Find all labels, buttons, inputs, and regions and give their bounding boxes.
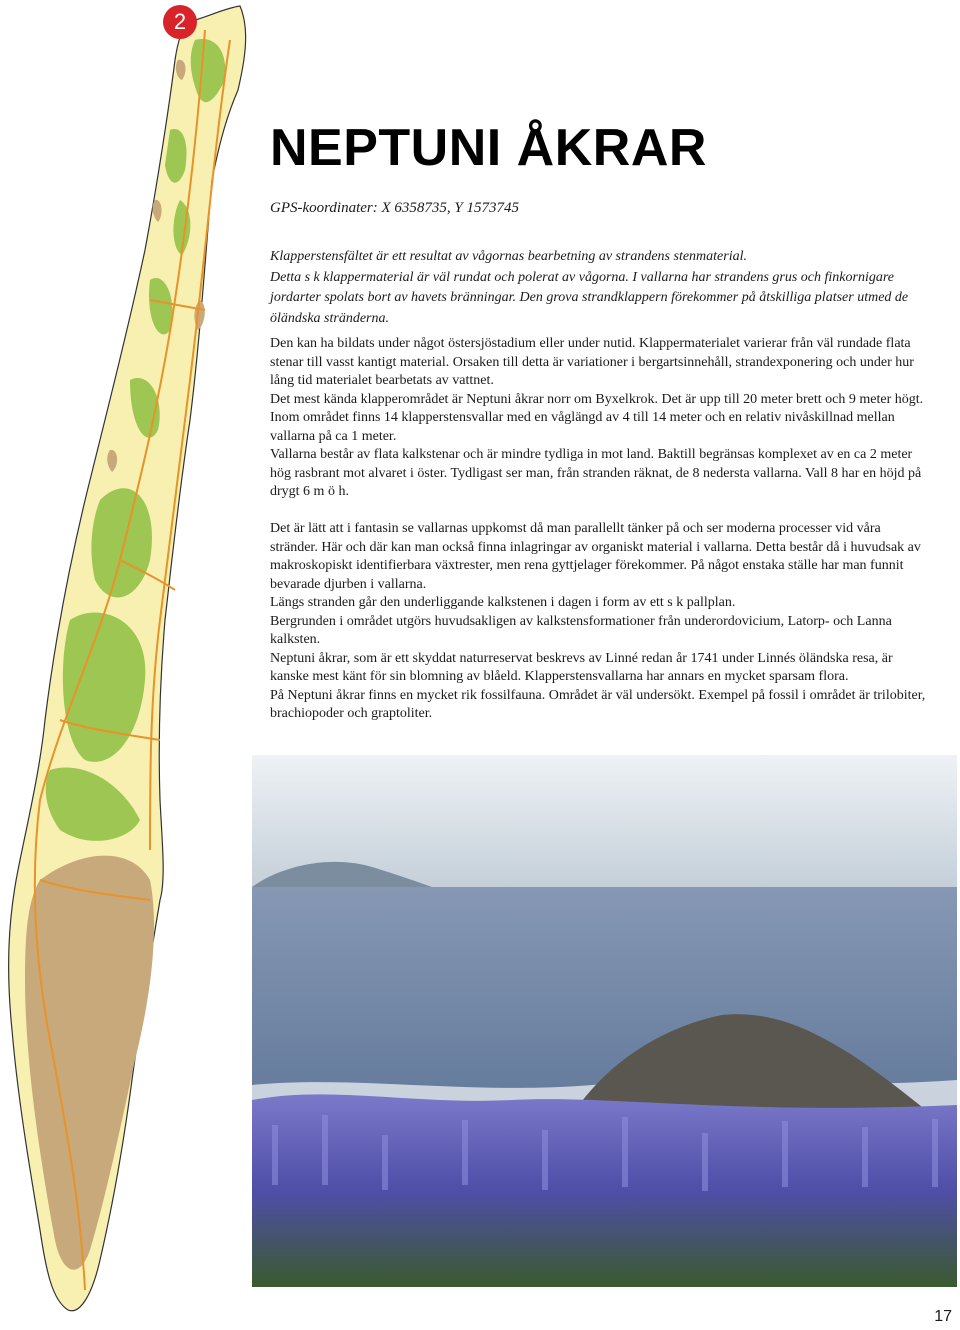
body-section-1 [270, 335, 930, 502]
paragraph: Det är lätt att i fantasin se vallarnas uppkomst då man parallellt tänker på och ser moderna processer vid våra stränder. Här och där kan man också finna inlagringar av organiskt material i vallarna. Detta består då i huvudsak av makroskopiskt identifierbara växtrester, men rena gyttjelager förekommer. På något enstaka ställe har man funnit bevarade djurben i vallarna. [270, 521, 921, 592]
paragraph: Neptuni åkrar, som är ett skyddat naturreservat beskrevs av Linné redan år 1741 under Linnés öländska resa, är kanske mest känt för sin blomning av blåeld. Klapperstensvallarna har annars en mycket sparsam flora. [270, 650, 893, 684]
page-number: 17 [934, 1308, 952, 1325]
gps-coordinates: GPS-koordinater: X 6358735, Y 1573745 [270, 200, 520, 216]
body-section-2 [270, 520, 930, 724]
intro-line: Detta s k klappermaterial är väl rundat och polerat av vågorna. I vallarna har strandens grus och finkornigare jordarter spolats bort av havets bränningar. Den grova strandklappern förekommer på åtskilliga platser utmed de öländska stränderna. [270, 269, 909, 326]
intro-line: Klapperstensfältet är ett resultat av vågornas bearbetning av strandens stenmaterial. [270, 249, 747, 264]
paragraph: Bergrunden i området utgörs huvudsakligen av kalkstensformationer från underordovicium, Latorp- och Lanna kalksten. [270, 613, 892, 647]
flower-meadow [252, 1094, 957, 1287]
intro-paragraph [270, 247, 930, 329]
island-map [0, 0, 255, 1330]
chapter-badge: 2 [163, 5, 197, 39]
paragraph: På Neptuni åkrar finns en mycket rik fossilfauna. Området är väl undersökt. Exempel på fossil i området är trilobiter, brachiopoder och graptoliter. [270, 687, 926, 721]
coast-photo [252, 755, 957, 1287]
paragraph: Vallarna består av flata kalkstenar och är mindre tydliga in mot land. Baktill begränsas komplexet av en ca 2 meter hög rasbrant mot alvaret i öster. Tydligast ser man, från stranden räknat, de 8 nedersta vallarna. Vall 8 har en höjd på drygt 6 m ö h. [270, 447, 922, 499]
paragraph: Det mest kända klapperområdet är Neptuni åkrar norr om Byxelkrok. Det är upp till 20 meter brett och 9 meter högt. Inom området finns 14 klapperstensvallar med en våglängd av 4 till 14 meter och en relativ nivåskillnad mellan vallarna på ca 1 meter. [270, 391, 924, 444]
paragraph: Längs stranden går den underliggande kalkstenen i dagen i form av ett s k pallplan. [270, 595, 736, 610]
page-title: NEPTUNI ÅKRAR [270, 119, 707, 177]
paragraph: Den kan ha bildats under något östersjöstadium eller under nutid. Klappermaterialet varierar från väl rundade flata stenar till vasst kantigt material. Orsaken till detta är variationer i bergartsinnehåll, strandexponering och under hur lång tid materialet bearbetats av vattnet. [270, 336, 914, 388]
